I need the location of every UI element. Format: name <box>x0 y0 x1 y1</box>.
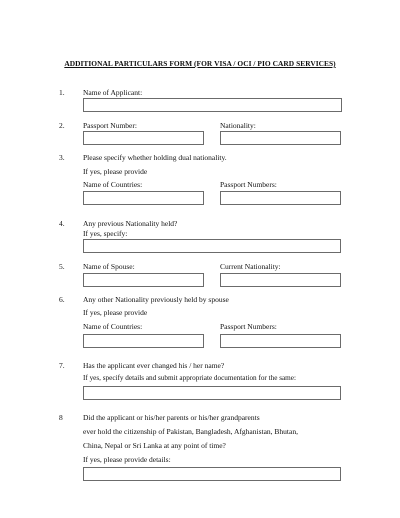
name-change-field[interactable] <box>83 386 341 400</box>
q5-number: 5. <box>59 262 65 271</box>
spouse-passports-field[interactable] <box>220 334 341 348</box>
passport-number-label: Passport Number: <box>83 121 137 130</box>
current-nationality-field[interactable] <box>220 273 341 287</box>
q4-if-yes: If yes, specify: <box>83 229 128 238</box>
q8-if-yes: If yes, please provide details: <box>83 455 171 464</box>
q3-passports-label: Passport Numbers: <box>220 180 277 189</box>
q4-question: Any previous Nationality held? <box>83 219 178 228</box>
q7-number: 7. <box>59 361 65 370</box>
q8-line-3: China, Nepal or Sri Lanka at any point of time? <box>83 441 226 450</box>
q8-line-2: ever hold the citizenship of Pakistan, Bangladesh, Afghanistan, Bhutan, <box>83 427 298 436</box>
q6-question: Any other Nationality previously held by spouse <box>83 295 229 304</box>
q6-countries-label: Name of Countries: <box>83 322 143 331</box>
citizenship-details-field[interactable] <box>83 467 341 481</box>
q6-if-yes: If yes, please provide <box>83 308 148 317</box>
q4-number: 4. <box>59 219 65 228</box>
q3-if-yes: If yes, please provide <box>83 167 148 176</box>
q8-number: 8 <box>59 413 63 422</box>
q7-if-yes: If yes, specify details and submit appropriate documentation for the same: <box>83 374 296 382</box>
q6-passports-label: Passport Numbers: <box>220 322 277 331</box>
dual-passports-field[interactable] <box>220 191 341 205</box>
q8-line-1: Did the applicant or his/her parents or his/her grandparents <box>83 413 260 422</box>
form-title: ADDITIONAL PARTICULARS FORM (FOR VISA / OCI / PIO CARD SERVICES) <box>64 59 336 68</box>
passport-number-field[interactable] <box>83 131 204 145</box>
spouse-name-label: Name of Spouse: <box>83 262 135 271</box>
current-nationality-label: Current Nationality: <box>220 262 281 271</box>
q3-question: Please specify whether holding dual nationality. <box>83 153 227 162</box>
dual-countries-field[interactable] <box>83 191 204 205</box>
nationality-field[interactable] <box>220 131 341 145</box>
previous-nationality-field[interactable] <box>83 239 341 253</box>
q2-number: 2. <box>59 121 65 130</box>
spouse-name-field[interactable] <box>83 273 204 287</box>
q1-number: 1. <box>59 88 65 97</box>
spouse-countries-field[interactable] <box>83 334 204 348</box>
q1-label: Name of Applicant: <box>83 88 143 97</box>
q3-countries-label: Name of Countries: <box>83 180 143 189</box>
q6-number: 6. <box>59 295 65 304</box>
q7-question: Has the applicant ever changed his / her name? <box>83 361 225 370</box>
applicant-name-field[interactable] <box>83 98 342 112</box>
q3-number: 3. <box>59 153 65 162</box>
nationality-label: Nationality: <box>220 121 256 130</box>
